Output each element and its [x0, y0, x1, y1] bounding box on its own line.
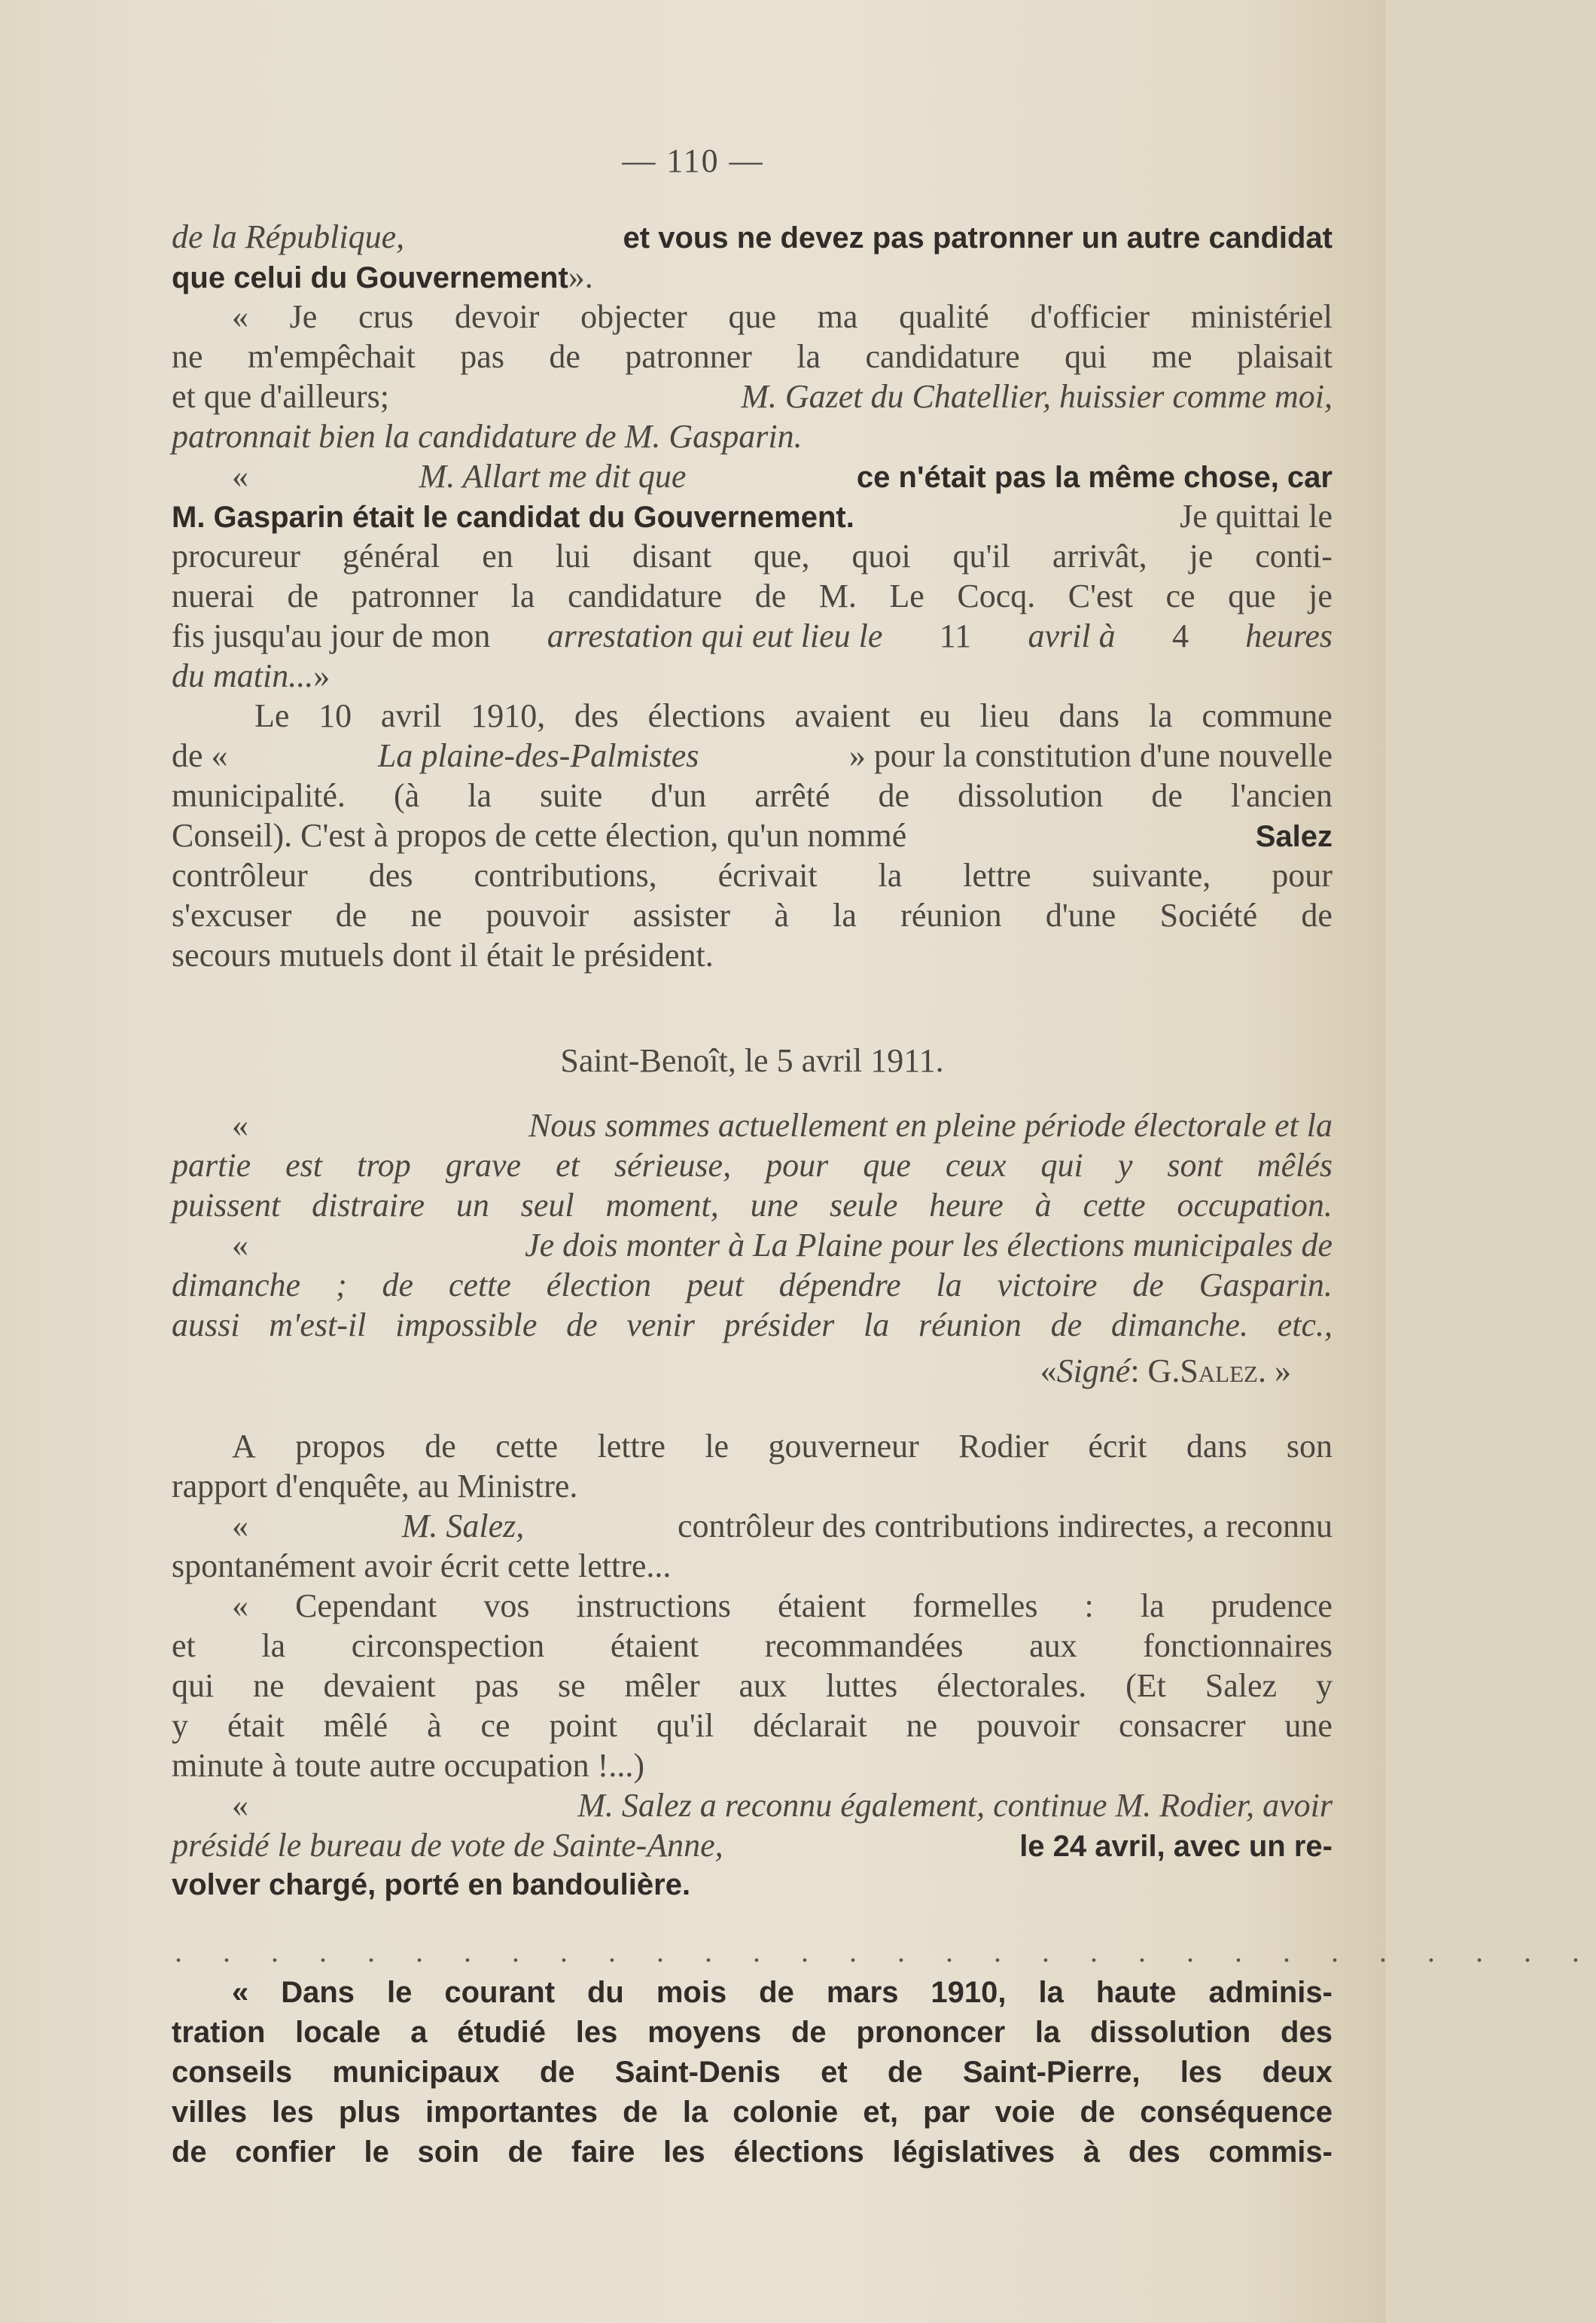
word: et	[556, 1147, 580, 1184]
word: tration	[172, 2016, 266, 2049]
word: se	[557, 1667, 586, 1704]
word: la	[878, 857, 903, 894]
word: qui	[1065, 338, 1107, 375]
word: pour	[766, 1147, 829, 1184]
word: la	[261, 1627, 286, 1664]
word: de	[1080, 2096, 1116, 2129]
word: de	[1301, 897, 1333, 934]
word: les	[575, 2016, 618, 2049]
word: distraire	[312, 1187, 425, 1224]
word: pouvoir	[486, 897, 589, 934]
word: ce	[1165, 578, 1195, 614]
word: lettre	[597, 1428, 666, 1465]
word: de	[382, 1267, 413, 1303]
word: de	[878, 777, 910, 814]
text-line	[172, 2093, 1333, 2132]
word: conséquence	[1140, 2096, 1333, 2129]
text-line	[172, 1185, 1333, 1225]
word: suivante,	[1092, 857, 1211, 894]
word: ne	[253, 1667, 285, 1704]
word: municipalité.	[172, 777, 346, 814]
text-line: Conseil). C'est à propos de cette élection, qu'un nommé Salez	[172, 817, 1333, 854]
word: pour	[1272, 857, 1333, 894]
word: formelles	[912, 1587, 1038, 1624]
word: ministériel	[1190, 298, 1333, 335]
word: crus	[358, 298, 414, 335]
word: à	[427, 1707, 442, 1744]
text-line	[172, 576, 1333, 616]
word: «	[232, 298, 248, 335]
word: de	[287, 578, 318, 614]
word: un	[455, 1187, 489, 1224]
letter-signature: « Signé : G. Salez . »	[1040, 1352, 1291, 1389]
text-line: « M. Salez, contrôleur des contributions indirectes, a reconnu	[232, 1508, 1333, 1544]
word: grave	[445, 1147, 522, 1184]
word: sont	[1167, 1147, 1223, 1184]
word: candidature	[865, 338, 1020, 375]
word: Le	[889, 578, 924, 614]
text-line: « M. Salez a reconnu également, continue M. Rodier, avoir	[232, 1787, 1333, 1824]
word: général	[342, 538, 440, 575]
text-line	[172, 2053, 1333, 2093]
word: commune	[1202, 697, 1333, 734]
word: la	[510, 578, 535, 614]
word: à	[1083, 2136, 1101, 2169]
word: ce	[480, 1707, 510, 1744]
text-line: du matin... »	[172, 657, 330, 694]
word: contributions,	[474, 857, 657, 894]
word: venir	[626, 1306, 695, 1343]
word: propos	[295, 1428, 385, 1465]
word: dépendre	[778, 1267, 901, 1303]
word: voie	[994, 2096, 1055, 2129]
text-line	[172, 1586, 1333, 1626]
word: impossible	[395, 1306, 538, 1343]
word: la	[1140, 1587, 1165, 1624]
word: d'officier	[1030, 298, 1150, 335]
word: avril	[380, 697, 442, 734]
word: élection	[546, 1267, 652, 1303]
word: de	[759, 1976, 794, 2009]
word: d'un	[650, 777, 707, 814]
word: dans	[1186, 1428, 1247, 1465]
word: 1910,	[471, 697, 546, 734]
word: commis-	[1208, 2136, 1333, 2169]
text-line: « M. Allart me dit que ce n'était pas la même chose, car	[232, 458, 1333, 495]
word: étaient	[777, 1587, 867, 1624]
word: plus	[338, 2096, 401, 2129]
word: «	[232, 1587, 248, 1624]
word: municipaux	[332, 2056, 500, 2089]
word: de	[549, 338, 580, 375]
word: Cependant	[295, 1587, 437, 1624]
word: objecter	[580, 298, 687, 335]
letter-date: Saint-Benoît, le 5 avril 1911.	[560, 1042, 944, 1079]
word: la	[936, 1267, 962, 1303]
word: eu	[919, 697, 951, 734]
text-line	[172, 1706, 1333, 1745]
word: est	[285, 1147, 323, 1184]
letter-body	[172, 1105, 1333, 1391]
text-line	[172, 1145, 1333, 1185]
word: d'une	[1045, 897, 1116, 934]
word: pas	[460, 338, 504, 375]
paragraph-block-1	[172, 217, 1333, 975]
text-line	[172, 1626, 1333, 1666]
word: des	[574, 697, 619, 734]
word: seul	[520, 1187, 574, 1224]
word: C'est	[1068, 578, 1133, 614]
word: cette	[495, 1428, 559, 1465]
word: Saint-Denis	[614, 2056, 781, 2089]
text-line: patronnait bien la candidature de M. Gasparin.	[172, 418, 803, 455]
word: aux	[1029, 1627, 1077, 1664]
word: Dans	[281, 1976, 355, 2009]
word: aux	[739, 1667, 787, 1704]
word: le	[387, 1976, 413, 2009]
word: y	[172, 1707, 188, 1744]
word: mêlé	[323, 1707, 388, 1744]
word: villes	[172, 2096, 248, 2129]
text-line	[172, 1265, 1333, 1305]
word: que	[863, 1147, 911, 1184]
word: consacrer	[1118, 1707, 1246, 1744]
text-line	[172, 1426, 1333, 1466]
word: M.	[818, 578, 857, 614]
word: colonie	[733, 2096, 839, 2129]
word: sérieuse,	[614, 1147, 732, 1184]
word: de	[623, 2096, 658, 2129]
word: des	[1128, 2136, 1180, 2169]
word: de	[790, 2016, 827, 2049]
word: luttes	[825, 1667, 898, 1704]
word: de	[1050, 1306, 1083, 1343]
word: heure	[929, 1187, 1004, 1224]
word: ne	[172, 338, 203, 375]
text-line	[172, 2132, 1333, 2172]
word: seule	[829, 1187, 898, 1224]
word: arrêté	[754, 777, 830, 814]
text-line	[172, 2013, 1333, 2053]
word: me	[1151, 338, 1192, 375]
word: dimanche	[172, 1267, 301, 1303]
word: 1910,	[930, 1976, 1007, 2009]
word: je	[1189, 538, 1214, 575]
word: victoire	[997, 1267, 1098, 1303]
word: le	[364, 2136, 389, 2169]
word: de	[507, 2136, 544, 2169]
word: son	[1286, 1428, 1333, 1465]
word: cette	[1083, 1187, 1146, 1224]
text-line	[172, 1305, 1333, 1345]
word: Gasparin.	[1199, 1267, 1333, 1303]
word: avaient	[794, 697, 891, 734]
word: élections	[647, 697, 766, 734]
word: écrit	[1088, 1428, 1147, 1465]
word: ne	[410, 897, 443, 934]
word: aussi	[172, 1306, 240, 1343]
word: mars	[826, 1976, 899, 2009]
text-line	[172, 1666, 1333, 1706]
text-line	[172, 536, 1333, 576]
word: élections	[733, 2136, 864, 2169]
word: du	[586, 1976, 624, 2009]
word: cette	[448, 1267, 511, 1303]
word: législatives	[892, 2136, 1055, 2169]
word: et,	[863, 2096, 899, 2129]
word: électorales.	[937, 1667, 1087, 1704]
word: écrivait	[717, 857, 818, 894]
word: suite	[540, 777, 603, 814]
report-block	[172, 1426, 1333, 1905]
word: point	[549, 1707, 617, 1744]
word: devoir	[454, 298, 540, 335]
word: pas	[474, 1667, 519, 1704]
word: la	[796, 338, 821, 375]
text-line: et que d'ailleurs; M. Gazet du Chatellier, huissier comme moi,	[172, 378, 1333, 415]
word: m'est-il	[269, 1306, 367, 1343]
text-line: de « La plaine-des-Palmistes » pour la constitution d'une nouvelle	[172, 737, 1333, 774]
word: nuerai	[172, 578, 254, 614]
word: moment,	[605, 1187, 719, 1224]
text-line	[172, 1973, 1333, 2013]
word: et	[821, 2056, 848, 2089]
word: présider	[723, 1306, 835, 1343]
word: lui	[555, 538, 591, 575]
word: arrivât,	[1052, 538, 1147, 575]
word: qu'il	[656, 1707, 714, 1744]
word: gouverneur	[768, 1428, 919, 1465]
word: y	[1315, 1667, 1333, 1704]
word: courant	[444, 1976, 556, 2009]
word: recommandées	[764, 1627, 964, 1664]
text-line	[172, 337, 1333, 376]
word: de	[425, 1428, 456, 1465]
word: la	[1148, 697, 1173, 734]
word: le	[705, 1428, 729, 1465]
word: dissolution	[958, 777, 1104, 814]
word: Je	[289, 298, 318, 335]
word: ;	[335, 1267, 347, 1303]
word: la	[468, 777, 492, 814]
word: Salez	[1205, 1667, 1278, 1704]
word: fonctionnaires	[1143, 1627, 1333, 1664]
word: soin	[417, 2136, 480, 2169]
text-line: rapport d'enquête, au Ministre.	[172, 1468, 578, 1504]
word: et	[172, 1627, 196, 1664]
word: qualité	[899, 298, 989, 335]
word: la	[682, 2096, 708, 2129]
word: des	[368, 857, 413, 894]
word: devaient	[323, 1667, 436, 1704]
text-line	[172, 696, 1333, 736]
word: disant	[632, 538, 712, 575]
word: mêlés	[1256, 1147, 1333, 1184]
word: candidature	[567, 578, 723, 614]
text-line: volver chargé, porté en bandoulière.	[172, 1868, 691, 1901]
word: à	[1034, 1187, 1052, 1224]
word: ma	[817, 298, 858, 335]
text-line: M. Gasparin était le candidat du Gouvernement. Je quittai le	[172, 498, 1333, 535]
word: une	[1284, 1707, 1333, 1744]
word: confier	[235, 2136, 336, 2169]
word: la	[1038, 1976, 1064, 2009]
word: que	[728, 298, 776, 335]
word: partie	[172, 1147, 251, 1184]
text-line: fis jusqu'au jour de mon arrestation qui eut lieu le 11 avril à 4 heures	[172, 617, 1333, 654]
text-line: « Nous sommes actuellement en pleine période électorale et la	[232, 1107, 1333, 1144]
word: conseils	[172, 2056, 293, 2089]
text-line: secours mutuels dont il était le président.	[172, 937, 714, 974]
word: de	[539, 2056, 575, 2089]
word: qui	[1040, 1147, 1083, 1184]
word: instructions	[576, 1587, 731, 1624]
word: de	[566, 1306, 598, 1343]
text-line: présidé le bureau de vote de Sainte-Anne, le 24 avril, avec un re-	[172, 1827, 1333, 1864]
word: de	[1151, 777, 1183, 814]
word: dissolution	[1089, 2016, 1251, 2049]
word: Rodier	[958, 1428, 1049, 1465]
word: puissent	[172, 1187, 281, 1224]
word: les	[1180, 2056, 1223, 2089]
word: que,	[754, 538, 810, 575]
text-line	[172, 895, 1333, 935]
word: étaient	[610, 1627, 699, 1664]
word: procureur	[172, 538, 301, 575]
word: patronner	[625, 338, 752, 375]
word: l'ancien	[1230, 777, 1333, 814]
text-line	[172, 297, 1333, 337]
word: peut	[686, 1267, 744, 1303]
word: mêler	[624, 1667, 700, 1704]
word: réunion	[918, 1306, 1022, 1343]
closing-paragraph	[172, 1973, 1333, 2172]
word: dimanche.	[1110, 1306, 1248, 1343]
word: contrôleur	[172, 857, 308, 894]
word: réunion	[900, 897, 1002, 934]
word: était	[227, 1707, 285, 1744]
word: quoi	[851, 538, 911, 575]
word: pouvoir	[976, 1707, 1080, 1744]
word: «	[232, 1976, 249, 2009]
word: s'excuser	[172, 897, 292, 934]
word: la	[1034, 2016, 1061, 2049]
word: de	[172, 2136, 207, 2169]
word: patronner	[351, 578, 479, 614]
word: ceux	[945, 1147, 1007, 1184]
word: vos	[483, 1587, 530, 1624]
word: Le	[254, 697, 290, 734]
word: étudié	[457, 2016, 547, 2049]
word: mois	[656, 1976, 727, 2009]
word: 10	[318, 697, 352, 734]
word: la	[863, 1306, 890, 1343]
text-line: que celui du Gouvernement ».	[172, 258, 593, 295]
ellipsis-separator: . . . . . . . . . . . . . . . . . . . . . . . . . . . . . .	[175, 1934, 1596, 1968]
text-line: « Je dois monter à La Plaine pour les élections municipales de	[232, 1227, 1333, 1264]
word: de	[887, 2056, 923, 2089]
word: occupation.	[1177, 1187, 1333, 1224]
word: (Et	[1125, 1667, 1166, 1704]
text-line: minute à toute autre occupation !...)	[172, 1747, 644, 1784]
word: les	[272, 2096, 314, 2129]
word: Saint-Pierre,	[962, 2056, 1141, 2089]
word: prononcer	[856, 2016, 1006, 2049]
word: (à	[394, 777, 420, 814]
word: plaisait	[1236, 338, 1333, 375]
word: m'empêchait	[247, 338, 416, 375]
word: importantes	[425, 2096, 598, 2129]
word: une	[750, 1187, 799, 1224]
word: assister	[632, 897, 731, 934]
word: que	[1228, 578, 1276, 614]
word: a	[410, 2016, 428, 2049]
word: lieu	[979, 697, 1030, 734]
word: circonspection	[351, 1627, 545, 1664]
word: adminis-	[1208, 1976, 1333, 2009]
word: trop	[357, 1147, 411, 1184]
word: moyens	[647, 2016, 762, 2049]
word: lettre	[963, 857, 1031, 894]
word: conti-	[1255, 538, 1333, 575]
word: Cocq.	[957, 578, 1036, 614]
page-number: — 110 —	[622, 142, 764, 179]
word: locale	[295, 2016, 381, 2049]
word: en	[482, 538, 513, 575]
word: la	[833, 897, 857, 934]
text-line: de la République, et vous ne devez pas patronner un autre candidat	[172, 218, 1333, 255]
word: faire	[571, 2136, 635, 2169]
word: je	[1308, 578, 1333, 614]
word: qu'il	[952, 538, 1010, 575]
word: Société	[1159, 897, 1258, 934]
word: dans	[1058, 697, 1120, 734]
text-line: spontanément avoir écrit cette lettre...	[172, 1547, 672, 1584]
letter-block	[172, 1041, 1333, 1081]
word: prudence	[1211, 1587, 1333, 1624]
word: par	[923, 2096, 970, 2129]
word: de	[754, 578, 787, 614]
word: etc.,	[1277, 1306, 1333, 1343]
word: de	[335, 897, 367, 934]
word: haute	[1095, 1976, 1177, 2009]
text-line	[172, 776, 1333, 815]
word: à	[774, 897, 789, 934]
word: les	[663, 2136, 705, 2169]
word: :	[1084, 1587, 1094, 1624]
word: A	[232, 1428, 256, 1465]
word: de	[1132, 1267, 1164, 1303]
word: déclarait	[753, 1707, 867, 1744]
word: des	[1281, 2016, 1333, 2049]
word: qui	[172, 1667, 215, 1704]
text-line	[172, 855, 1333, 895]
word: ne	[906, 1707, 938, 1744]
word: deux	[1262, 2056, 1333, 2089]
word: y	[1117, 1147, 1133, 1184]
